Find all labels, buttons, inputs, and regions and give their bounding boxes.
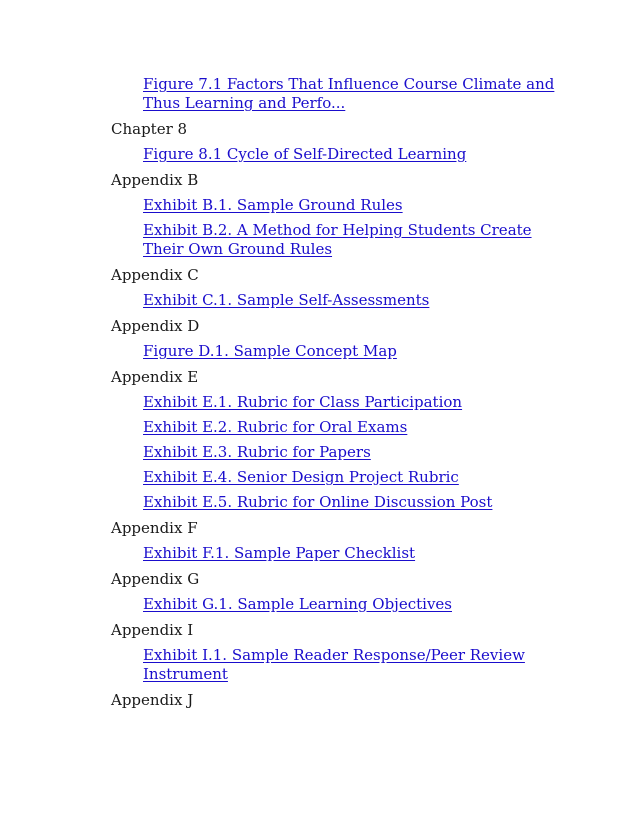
toc-heading-appendix-c: Appendix C [111, 266, 199, 284]
toc-link-exhibit-e-1[interactable]: Exhibit E.1. Rubric for Class Participation [143, 393, 463, 411]
toc-heading-appendix-d: Appendix D [111, 317, 200, 335]
toc-heading-appendix-b: Appendix B [111, 171, 199, 189]
toc-link-exhibit-i-1[interactable]: Exhibit I.1. Sample Reader Response/Peer Review Instrument [143, 646, 525, 683]
toc-link-exhibit-g-1[interactable]: Exhibit G.1. Sample Learning Objectives [143, 595, 452, 613]
toc-link-figure-d-1[interactable]: Figure D.1. Sample Concept Map [143, 342, 397, 360]
toc-link-exhibit-b-1[interactable]: Exhibit B.1. Sample Ground Rules [143, 196, 403, 214]
toc-link-exhibit-e-5[interactable]: Exhibit E.5. Rubric for Online Discussion Post [143, 493, 493, 511]
toc-heading-appendix-f: Appendix F [111, 519, 198, 537]
table-of-contents [111, 75, 571, 716]
toc-heading-appendix-e: Appendix E [111, 368, 199, 386]
toc-link-figure-8-1[interactable]: Figure 8.1 Cycle of Self-Directed Learning [143, 145, 467, 163]
toc-link-exhibit-b-2[interactable]: Exhibit B.2. A Method for Helping Students Create Their Own Ground Rules [143, 221, 532, 258]
toc-heading-chapter-8: Chapter 8 [111, 120, 188, 138]
toc-link-exhibit-c-1[interactable]: Exhibit C.1. Sample Self-Assessments [143, 291, 430, 309]
toc-link-exhibit-e-2[interactable]: Exhibit E.2. Rubric for Oral Exams [143, 418, 408, 436]
toc-link-exhibit-e-4[interactable]: Exhibit E.4. Senior Design Project Rubric [143, 468, 459, 486]
toc-heading-appendix-i: Appendix I [111, 621, 194, 639]
toc-link-exhibit-f-1[interactable]: Exhibit F.1. Sample Paper Checklist [143, 544, 416, 562]
toc-heading-appendix-j: Appendix J [111, 691, 194, 709]
toc-link-figure-7-1[interactable]: Figure 7.1 Factors That Influence Course Climate and Thus Learning and Perfo... [143, 75, 555, 112]
toc-link-exhibit-e-3[interactable]: Exhibit E.3. Rubric for Papers [143, 443, 371, 461]
toc-heading-appendix-g: Appendix G [111, 570, 200, 588]
